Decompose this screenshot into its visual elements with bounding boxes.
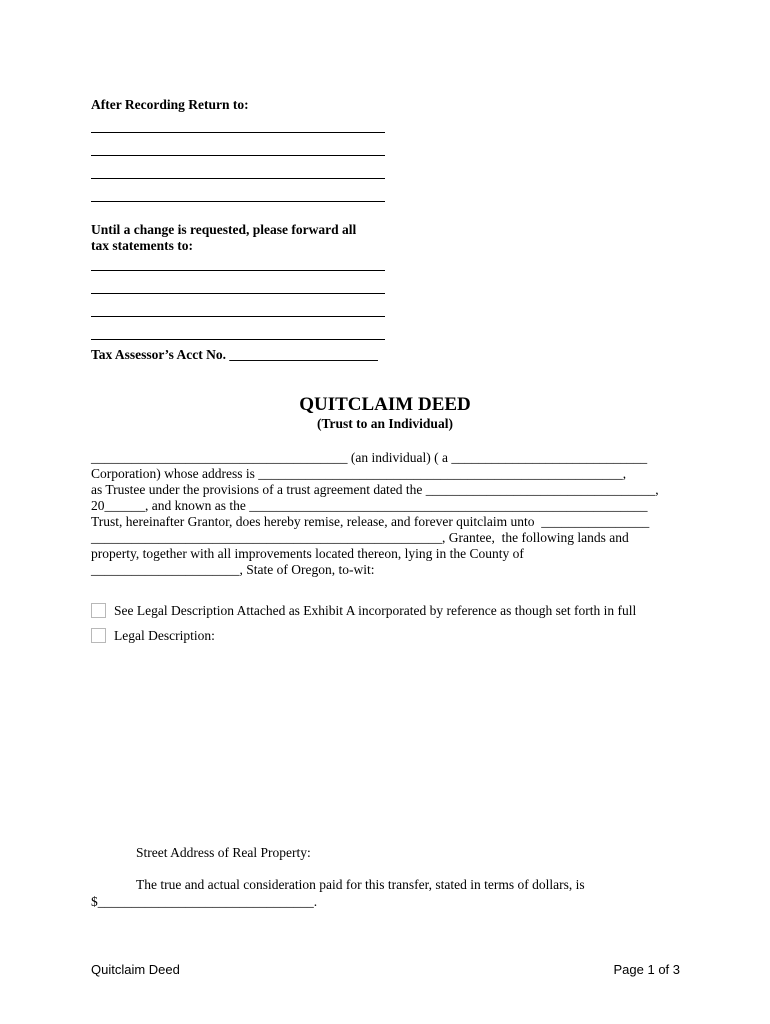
tax-statements-label-line-1: Until a change is requested, please forward all bbox=[91, 222, 357, 237]
legal-description-label: Legal Description: bbox=[114, 628, 215, 643]
document-title: QUITCLAIM DEED bbox=[299, 394, 471, 415]
return-address-line-2[interactable] bbox=[91, 155, 385, 156]
body-line-county[interactable]: ______________________, State of Oregon, to-wit: bbox=[91, 562, 375, 577]
return-to-label: After Recording Return to: bbox=[91, 97, 249, 112]
tax-address-line-1[interactable] bbox=[91, 270, 385, 271]
body-line-trust-name[interactable]: 20______, and known as the ___________________________________________________________ bbox=[91, 498, 648, 513]
tax-statements-label bbox=[91, 222, 356, 254]
street-address-label: Street Address of Real Property: bbox=[136, 845, 311, 860]
return-address-line-1[interactable] bbox=[91, 132, 385, 133]
footer-document-name: Quitclaim Deed bbox=[91, 962, 180, 977]
tax-address-line-2[interactable] bbox=[91, 293, 385, 294]
exhibit-a-checkbox[interactable] bbox=[91, 603, 106, 618]
document-subtitle: (Trust to an Individual) bbox=[317, 416, 453, 431]
exhibit-a-label: See Legal Description Attached as Exhibit A incorporated by reference as though set forth in full bbox=[114, 603, 637, 618]
legal-description-checkbox[interactable] bbox=[91, 628, 106, 643]
return-address-line-4[interactable] bbox=[91, 201, 385, 202]
body-line-trust-date[interactable]: as Trustee under the provisions of a trust agreement dated the __________________________________, bbox=[91, 482, 659, 497]
tax-assessor-account-field[interactable]: Tax Assessor’s Acct No. ______________________ bbox=[91, 347, 378, 362]
body-line-grantor-name[interactable]: ______________________________________ (an individual) ( a _____________________________ bbox=[91, 450, 648, 465]
tax-address-line-4[interactable] bbox=[91, 339, 385, 340]
body-line-grantee[interactable]: ____________________________________________________, Grantee, the following lands and bbox=[91, 530, 629, 545]
footer-page-number: Page 1 of 3 bbox=[613, 962, 680, 977]
return-address-line-3[interactable] bbox=[91, 178, 385, 179]
body-line-property: property, together with all improvements located thereon, lying in the County of bbox=[91, 546, 524, 561]
body-line-quitclaim[interactable]: Trust, hereinafter Grantor, does hereby remise, release, and forever quitclaim unto ________________ bbox=[91, 514, 650, 529]
consideration-amount-field[interactable]: $________________________________. bbox=[91, 894, 318, 909]
tax-address-line-3[interactable] bbox=[91, 316, 385, 317]
body-line-address[interactable]: Corporation) whose address is ______________________________________________________, bbox=[91, 466, 627, 481]
consideration-line-1: The true and actual consideration paid for this transfer, stated in terms of dollars, is bbox=[136, 877, 585, 892]
tax-statements-label-line-2: tax statements to: bbox=[91, 238, 193, 253]
